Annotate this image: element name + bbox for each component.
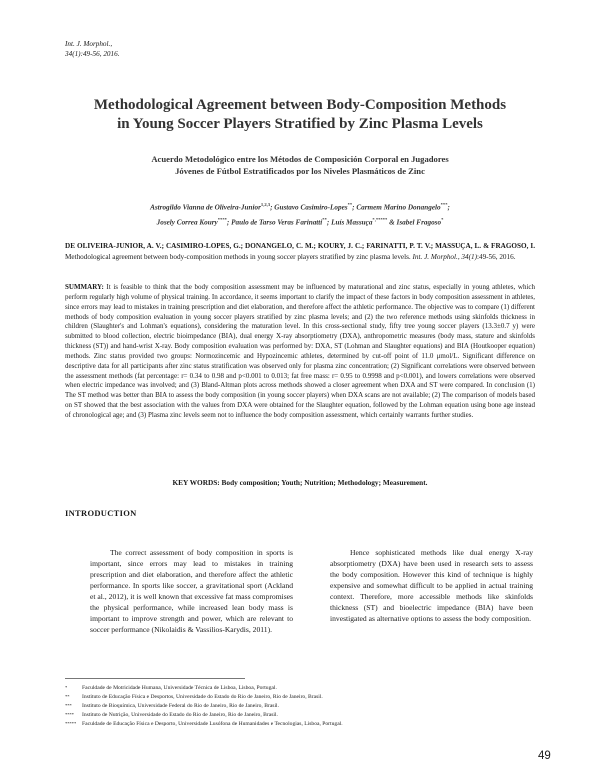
article-title (60, 96, 540, 134)
title-line-2: in Young Soccer Players Stratified by Zinc Plasma Levels (117, 116, 483, 132)
summary-label: SUMMARY: (65, 283, 104, 291)
footnote-1: * Faculdade de Motricidade Humana, Universidade Técnica de Lisboa, Lisboa, Portugal. (65, 685, 277, 691)
page-number: 49 (538, 750, 551, 762)
left-paragraph: The correct assessment of body composition in sports is important, since errors may lead to mistakes in training prescription and diet elaboration, and therefore affect the athletic performance. In sports like soccer, a gravitational sport (Ackland et al., 2012), it is well known that excessive fat mass compromises the physical performance, while increased lean body mass is important to improve strength and power, which are relevant to soccer performance (Nikolaidis & Vassilios-Karydis, 2011). (90, 548, 293, 634)
journal-name: Int. J. Morphol., (65, 40, 113, 48)
journal-volume: 34(1):49-56, 2016. (65, 49, 120, 58)
authors-line-2: Josely Correa Koury****; Paulo de Tarso Veras Farinatti**; Luís Massuça*,***** & Isabel Fragoso* (156, 216, 444, 227)
citation-authors: DE OLIVEIRA-JUNIOR, A. V.; CASIMIRO-LOPES, G.; DONANGELO, C. M.; KOURY, J. C.; FARINATTI, P. T. V.; MASSUÇA, L. & FRAGOSO, I. (65, 242, 535, 250)
citation-pages: :49-56, 2016. (476, 252, 516, 261)
footnote-divider (65, 678, 245, 679)
citation (65, 241, 535, 262)
title-line-1: Methodological Agreement between Body-Composition Methods (93, 97, 507, 113)
right-column (330, 547, 533, 624)
subtitle-line-1: Acuerdo Metodológico entre los Métodos de Composición Corporal en Jugadores (151, 154, 449, 164)
left-column (90, 547, 293, 635)
footnote-2: ** Instituto de Educação Física e Desportos, Universidade do Estado do Rio de Janeiro, Rio de Janeiro, Brasil. (65, 694, 323, 700)
citation-text: Methodological agreement between body-composition methods in young soccer players stratified by zinc plasma levels. (65, 252, 413, 261)
authors-line-1: Astrogildo Vianna de Oliveira-Junior$^{1,2,3}$; Gustavo Casimiro-Lopes**; Carmem Marino Donangelo***; (150, 202, 450, 212)
spanish-title (80, 153, 520, 177)
footnote-3: *** Instituto de Bioquímica, Universidade Federal do Rio de Janeiro, Rio de Janeiro, Brasil. (65, 703, 279, 709)
subtitle-line-2: Jóvenes de Fútbol Estratificados por los Niveles Plasmáticos de Zinc (175, 166, 425, 176)
keywords: KEY WORDS: Body composition; Youth; Nutrition; Methodology; Measurement. (172, 478, 428, 487)
footnote-4: **** Instituto de Nutrição, Universidade do Estado do Rio de Janeiro, Rio de Janeiro, Brasil. (65, 712, 278, 718)
right-paragraph: Hence sophisticated methods like dual energy X-ray absorptiometry (DXA) have been used in research sets to assess the body composition. However this kind of technique is highly expensive and somewhat difficult to be applied in actual training context. Therefore, more accessible methods like skinfolds thickness (ST) and bioelectric impedance (BIA) have been investigated as alternative options to assess the body composition. (330, 548, 533, 623)
journal-reference (65, 40, 120, 59)
author-list (60, 199, 540, 229)
footnote-5: ***** Faculdade de Educação Física e Desporto, Universidade Lusófona de Humanidades e Tecnologias, Lisboa, Portugal. (65, 721, 343, 727)
introduction-heading: INTRODUCTION (65, 508, 137, 518)
summary-text: It is feasible to think that the body composition assessment may be influenced by maturational and zinc status, especially in young athletes, which perform regularly high volume of physical training. In accordance, it seems important to clarify the impact of these factors in body composition assessment in athletes, since errors may lead to mistakes in training prescription and diet elaboration, and therefore affect the athletic performance. The objective was to compare (1) different methods of body composition evaluation in young soccer players stratified by zinc plasma levels; and (2) the two reference methods using skinfolds thickness in children (Slaughter's and Lohman's equations), considering the maturation level. In this cross-sectional study, fifty tree young soccer players (13.3±0.7 y) were submitted to blood collection, electric bioimpedance (BIA), dual energy X-ray absorptiometry (DXA), anthropometric measures (body mass, stature and skinfolds thickness (ST)) and hand-wrist X-ray. Body composition evaluation was performed by: DXA, ST (Lohman and Slaughter equations) and BIA (Houtkooper equation) methods. Zinc status provided two groups: Normozincemic and Hypozincemic athletes, determined by cut-off point of 11.0 μmol/L. Significant difference on descriptive data for all participants after zinc status stratification was observed only for plasma zinc concentration; (2) Significant correlations were observed between the assessment methods (fat percentage: r= 0.34 to 0.98 and p<0.001 to 0.013; fat free mass: r= 0.95 to 0.9998 and p<0.001), and lowers correlations were observed when electric impedance was involved; and (3) Bland-Altman plots across methods showed a closer agreement when DXA and ST were compared. In conclusion (1) The ST method was better than BIA to assess the body composition (in young soccer players) when DXA scans are not available; (2) The comparison of models based on ST showed that the best association with the values from DXA were obtained for the Slaughter equation, followed by the Lohman equation using bone age instead of chronological age; and (3) Plasma zinc levels seem not to influence the body composition assessment, which certainly warrants further studies. (65, 283, 535, 419)
citation-journal: Int. J. Morphol., 34(1) (412, 252, 477, 261)
abstract (65, 283, 535, 421)
